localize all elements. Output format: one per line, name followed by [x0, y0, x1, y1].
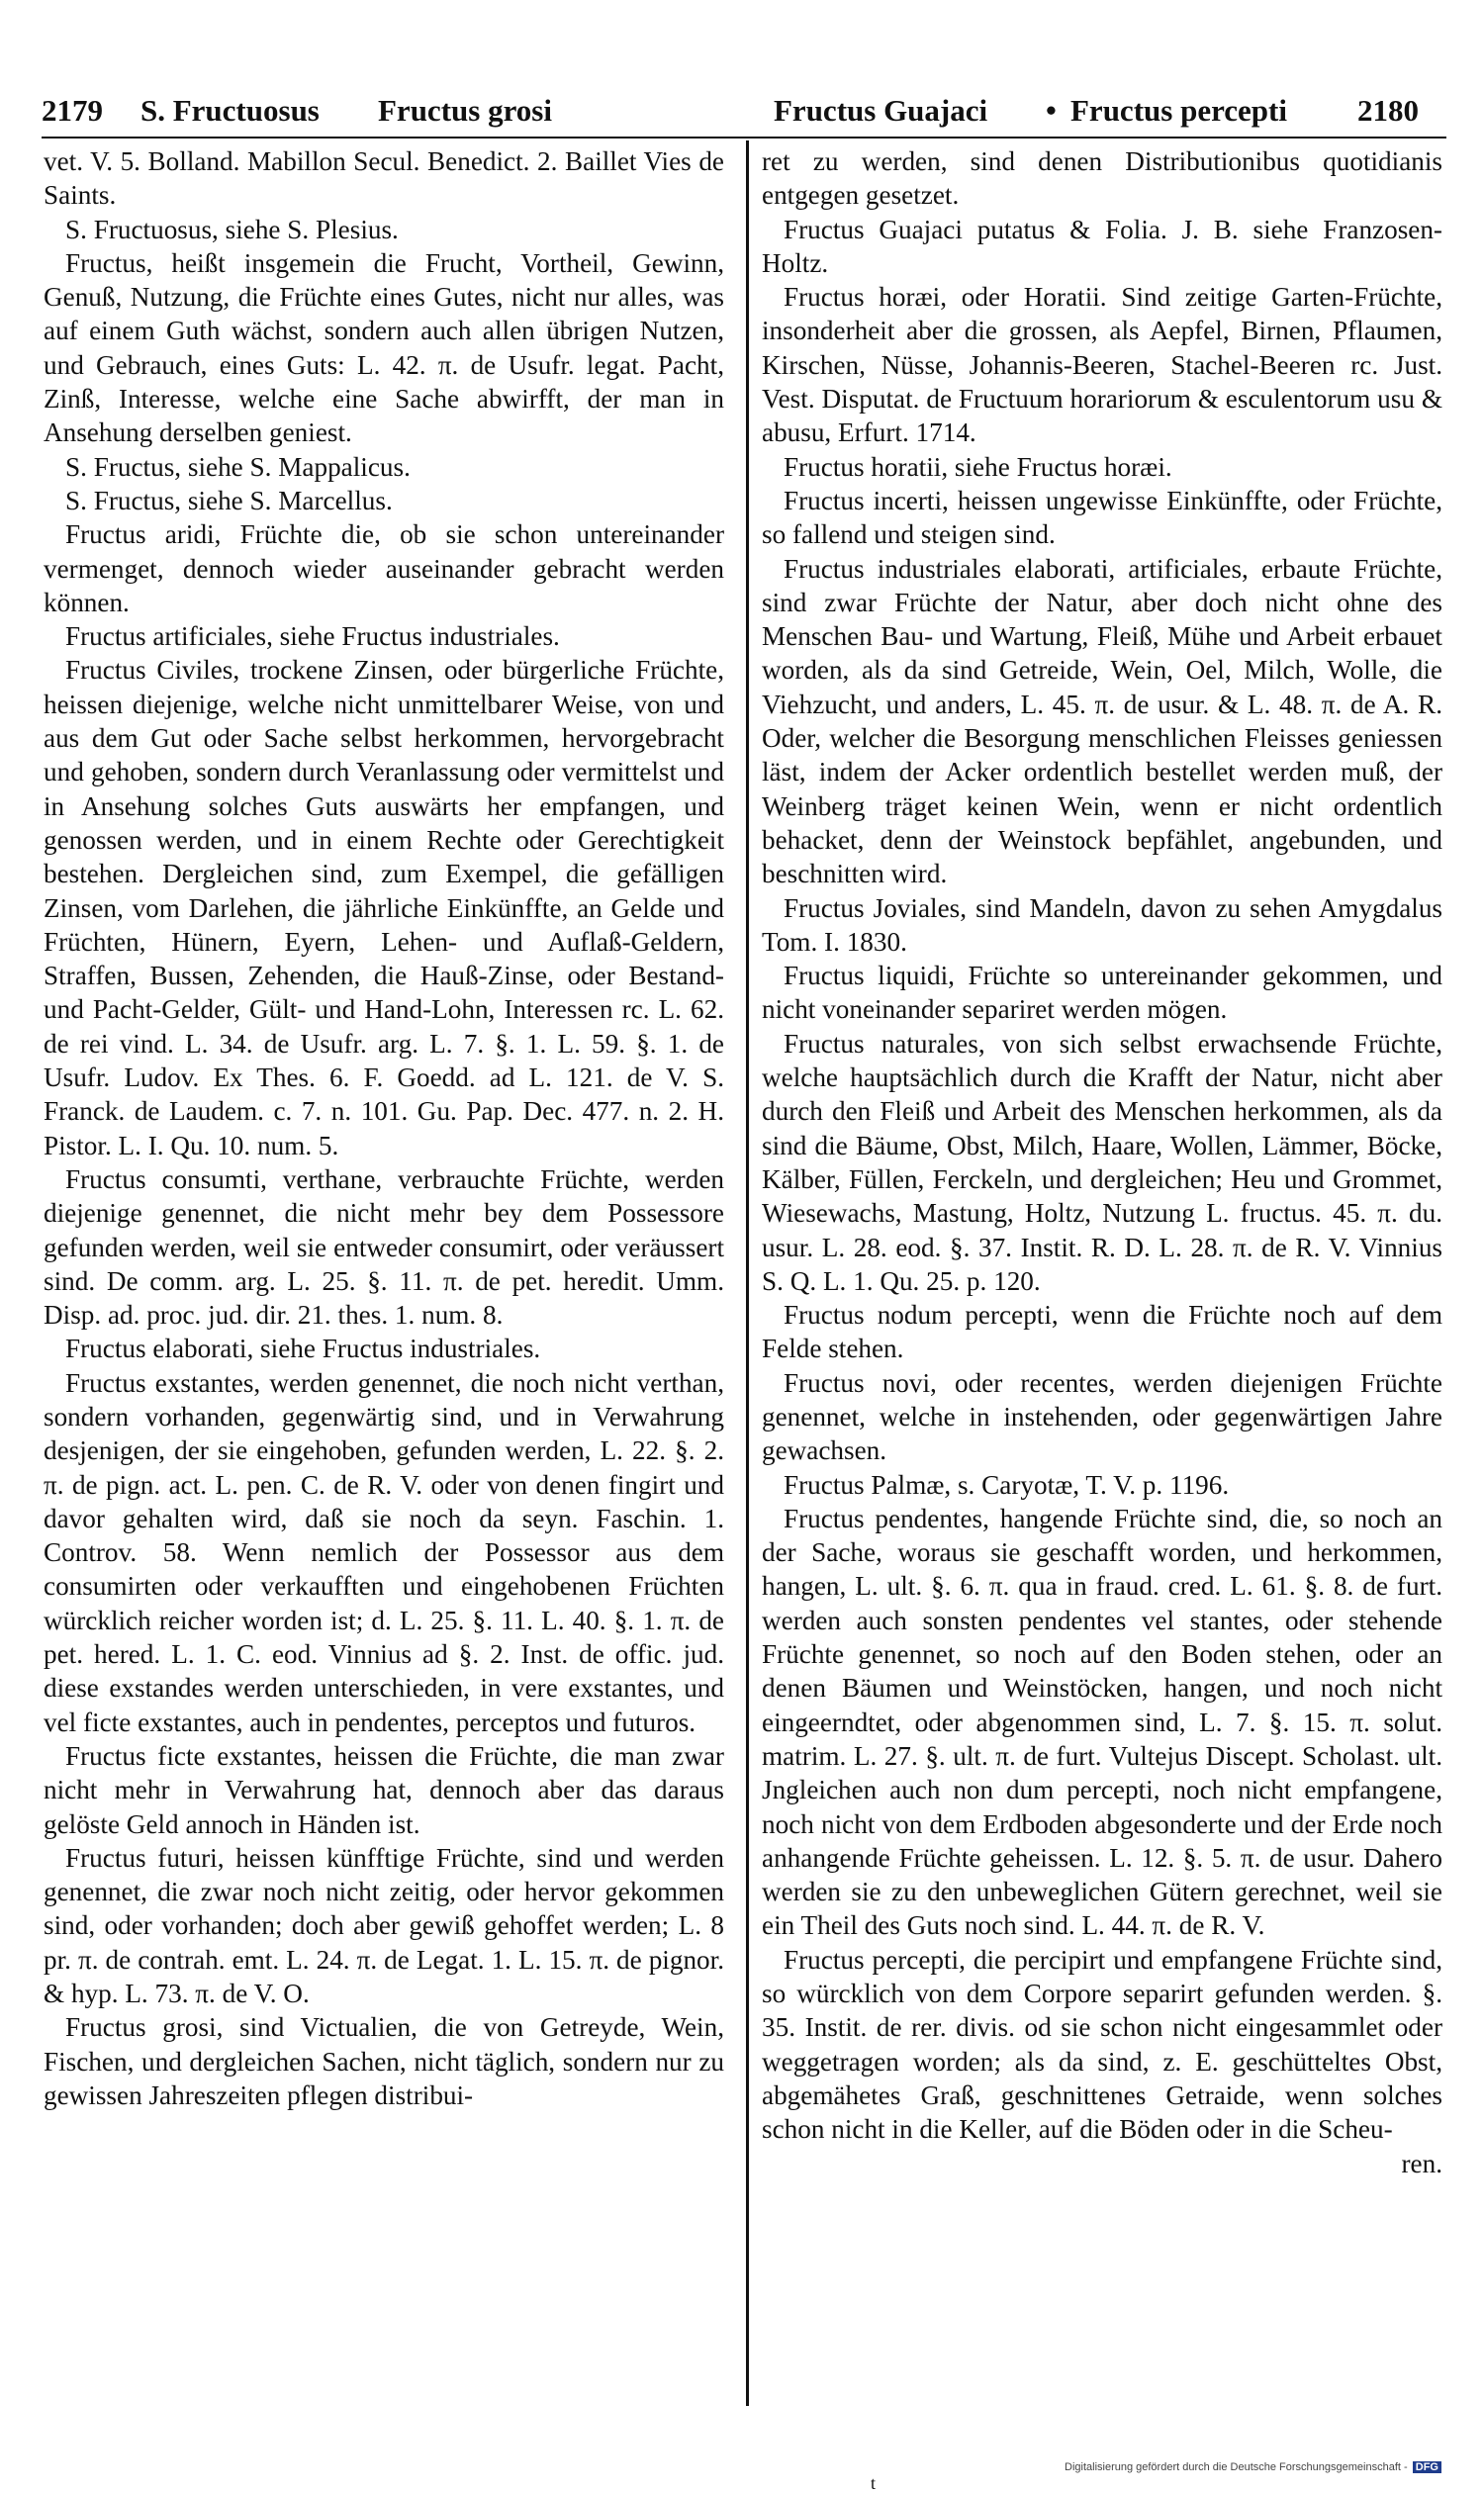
entry: S. Fructus, siehe S. Marcellus.	[65, 485, 393, 515]
entry: Fructus incerti, heissen ungewisse Einkünffte, oder Früchte, so fallend und steigen sind.	[762, 485, 1442, 550]
entry: Fructus industriales elaborati, artificiales, erbaute Früchte, sind zwar Früchte der Natur, aber doch nicht ohne des Menschen Bau- und Wartung, Fleiß, Mühe und Arbeit erbauet worden, als da sind Getreide, Wein, Oel, Milch, Wolle, die Viehzucht, und anders, L. 45. π. de usur. & L. 48. π. de A. R. Oder, welcher die Besorgung menschlichen Fleisses geniessen läst, indem der Acker ordentlich bestellet werden muß, der Weinberg träget keinen Wein, wenn er nicht ordentlich behacket, denn der Weinstock bepfählet, angebunden, und beschnitten wird.	[762, 553, 1442, 889]
entry: Fructus elaborati, siehe Fructus industriales.	[65, 1334, 541, 1364]
header-title-right-1: Fructus Guajaci	[774, 93, 988, 128]
digitization-footer	[1065, 2461, 1441, 2473]
dfg-logo: DFG	[1413, 2461, 1441, 2473]
header-title-left-1: S. Fructuosus	[140, 93, 320, 128]
entry: Fructus artificiales, siehe Fructus industriales.	[65, 621, 560, 652]
entry: Fructus Palmæ, s. Caryotæ, T. V. p. 1196.	[784, 1469, 1230, 1500]
catchword: t	[871, 2473, 877, 2493]
entry: Fructus, heißt insgemein die Frucht, Vortheil, Gewinn, Genuß, Nutzung, die Früchte eines Gutes, nicht nur alles, was auf einem Guth wächst, sondern auch allen übrigen Nutzen, und Gebrauch, eines Guts: L. 42. π. de Usufr. legat. Pacht, Zinß, Interesse, welche eine Sache abwirfft, der man in Ansehung derselben geniest.	[44, 247, 724, 448]
header-title-right-2: Fructus percepti	[1070, 93, 1287, 128]
entry-last-line: ren.	[1401, 2148, 1442, 2178]
entry: Fructus nodum percepti, wenn die Früchte noch auf dem Felde stehen.	[762, 1300, 1442, 1364]
left-column	[44, 144, 724, 2400]
entry: Fructus exstantes, werden genennet, die noch nicht verthan, sondern vorhanden, gegenwärtig sind, und in Verwahrung desjenigen, der sie eingehoben, gefunden werden, L. 22. §. 2. π. de pign. act. L. pen. C. de R. V. oder von denen fingirt und davor gehalten wird, daß sie noch da seyn. Faschin. 1. Controv. 58. Wenn nemlich der Possessor aus dem consumirten oder verkaufften und eingehobenen Früchten würcklich reicher worden ist; d. L. 25. §. 11. L. 40. §. 1. π. de pet. hered. L. 1. C. eod. Vinnius ad §. 2. Inst. de offic. jud. diese exstandes werden unterschieden, in vere exstantes, und vel ficte exstantes, auch in pendentes, perceptos und futuros.	[44, 1367, 724, 1737]
header-dot: •	[1046, 93, 1057, 128]
page-number-left: 2179	[42, 93, 103, 128]
entry: Fructus aridi, Früchte die, ob sie schon untereinander vermenget, dennoch wieder auseinander gebracht werden können.	[44, 519, 724, 617]
entry: Fructus liquidi, Früchte so untereinander gekommen, und nicht voneinander separiret werden mögen.	[762, 961, 1442, 1025]
header-title-left-2: Fructus grosi	[378, 93, 552, 128]
entry: Fructus horatii, siehe Fructus horæi.	[784, 451, 1172, 482]
entry: Fructus Joviales, sind Mandeln, davon zu sehen Amygdalus Tom. I. 1830.	[762, 892, 1442, 957]
footer-text: Digitalisierung gefördert durch die Deutsche Forschungsgemeinschaft -	[1065, 2461, 1408, 2473]
right-column	[762, 144, 1442, 2400]
entry: Fructus grosi, sind Victualien, die von Getreyde, Wein, Fischen, und dergleichen Sachen, nicht täglich, sondern nur zu gewissen Jahreszeiten pflegen distribui-	[44, 2012, 724, 2110]
page-number-right: 2180	[1357, 93, 1419, 128]
header-rule	[42, 137, 1446, 139]
running-header	[42, 87, 1446, 135]
entry-continuation: vet. V. 5. Bolland. Mabillon Secul. Benedict. 2. Baillet Vies de Saints.	[44, 146, 724, 211]
entry: Fructus Guajaci putatus & Folia. J. B. siehe Franzosen-Holtz.	[762, 214, 1442, 278]
column-rule	[746, 140, 749, 2406]
entry: Fructus horæi, oder Horatii. Sind zeitige Garten-Früchte, insonderheit aber die grossen, als Aepfel, Birnen, Pflaumen, Kirschen, Nüsse, Johannis-Beeren, Stachel-Beeren rc. Just. Vest. Disputat. de Fructuum horariorum & esculentorum usu & abusu, Erfurt. 1714.	[762, 282, 1442, 448]
entry: Fructus futuri, heissen künfftige Früchte, sind und werden genennet, die zwar noch nicht zeitig, oder hervor gekommen sind, oder vorhanden; doch aber gewiß gehoffet werden; L. 8 pr. π. de contrah. emt. L. 24. π. de Legat. 1. L. 15. π. de pignor. & hyp. L. 73. π. de V. O.	[44, 1842, 724, 2009]
entry: Fructus consumti, verthane, verbrauchte Früchte, werden diejenige genennet, die nicht mehr bey dem Possessore gefunden werden, weil sie entweder consumirt, oder veräussert sind. De comm. arg. L. 25. §. 11. π. de pet. heredit. Umm. Disp. ad. proc. jud. dir. 21. thes. 1. num. 8.	[44, 1163, 724, 1331]
entry: Fructus naturales, von sich selbst erwachsende Früchte, welche hauptsächlich durch die Krafft der Natur, nicht aber durch den Fleiß und Arbeit des Menschen herkommen, als da sind die Bäume, Obst, Milch, Haare, Wollen, Lämmer, Böcke, Kälber, Füllen, Ferckeln, und dergleichen; Heu und Grommet, Wiesewachs, Mastung, Holtz, Nutzung L. fructus. 45. π. du. usur. L. 28. eod. §. 37. Instit. R. D. L. 28. π. de R. V. Vinnius S. Q. L. 1. Qu. 25. p. 120.	[762, 1028, 1442, 1296]
entry: S. Fructuosus, siehe S. Plesius.	[65, 214, 399, 244]
entry: Fructus novi, oder recentes, werden diejenigen Früchte genennet, welche in instehenden, oder gegenwärtigen Jahre gewachsen.	[762, 1367, 1442, 1466]
entry: Fructus pendentes, hangende Früchte sind, die, so noch an der Sache, woraus sie geschafft worden, und herkommen, hangen, L. ult. §. 6. π. qua in fraud. cred. L. 61. §. 8. de furt. werden auch sonsten pendentes vel stantes, oder stehende Früchte genennet, so noch auf den Boden stehen, oder an denen Bäumen und Weinstöcken, hangen, und noch nicht eingeerndtet, oder abgenommen sind, L. 7. §. 15. π. solut. matrim. L. 27. §. ult. π. de furt. Vultejus Discept. Scholast. ult. Jngleichen auch non dum percepti, noch nicht empfangene, noch nicht von dem Erdboden abgesonderte und der Erde noch anhangende Früchte geheissen. L. 12. §. 5. π. de usur. Dahero werden sie zu den unbeweglichen Gütern gerechnet, weil sie ein Theil des Guts noch sind. L. 44. π. de R. V.	[762, 1503, 1442, 1941]
entry: Fructus ficte exstantes, heissen die Früchte, die man zwar nicht mehr in Verwahrung hat, dennoch aber das daraus gelöste Geld annoch in Händen ist.	[44, 1740, 724, 1839]
entry: S. Fructus, siehe S. Mappalicus.	[65, 451, 411, 482]
entry: Fructus Civiles, trockene Zinsen, oder bürgerliche Früchte, heissen diejenige, welche nicht unmittelbarer Weise, von und aus dem Gut oder Sache selbst herkommen, hervorgebracht und gehoben, sondern durch Veranlassung oder vermittelst und in Ansehung solches Guts auswärts her empfangen, und genossen werden, und in einem Rechte oder Gerechtigkeit bestehen. Dergleichen sind, zum Exempel, die gefälligen Zinsen, vom Darlehen, die jährliche Einkünffte, an Gelde und Früchten, Hünern, Eyern, Lehen- und Auflaß-Geldern, Straffen, Bussen, Zehenden, die Hauß-Zinse, oder Bestand- und Pacht-Gelder, Gült- und Hand-Lohn, Interessen rc. L. 62. de rei vind. L. 34. de Usufr. arg. L. 7. §. 1. L. 59. §. 1. de Usufr. Ludov. Ex Thes. 6. F. Goedd. ad L. 121. de V. S. Franck. de Laudem. c. 7. n. 101. Gu. Pap. Dec. 477. n. 2. H. Pistor. L. I. Qu. 10. num. 5.	[44, 655, 724, 1160]
entry: Fructus percepti, die percipirt und empfangene Früchte sind, so würcklich von dem Corpore separirt gefunden werden. §. 35. Instit. de rer. divis. od sie schon nicht eingesammlet oder weggetragen worden; als da sind, z. E. geschütteltes Obst, abgemähetes Graß, geschnittenes Getraide, wenn solches schon nicht in die Keller, auf die Böden oder in die Scheu-	[762, 1944, 1442, 2145]
entry-continuation: ret zu werden, sind denen Distributionibus quotidianis entgegen gesetzet.	[762, 146, 1442, 211]
